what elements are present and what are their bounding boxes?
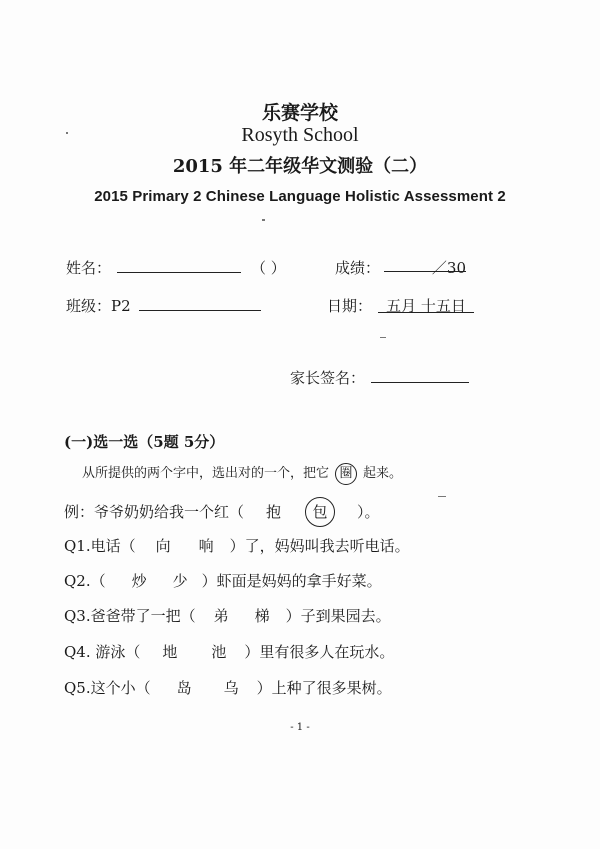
school-name-chinese: 乐赛学校 <box>261 102 338 124</box>
instruction-circled-char: 圈 <box>335 463 357 485</box>
parent-signature-blank <box>371 368 469 383</box>
date-blank <box>378 295 474 313</box>
score-field <box>335 257 466 278</box>
class-value: P2 <box>111 297 131 315</box>
example-prefix: 例：爷爷奶奶给我一个红（ <box>64 503 245 521</box>
score-blank <box>384 257 467 277</box>
example-option-a: 抱 <box>266 503 282 521</box>
question-1-suffix: ）了，妈妈叫我去听电话。 <box>229 537 410 555</box>
score-label: 成绩： <box>335 259 381 277</box>
question-3-suffix: ）子到果园去。 <box>285 607 391 625</box>
question-2-option-a[interactable]: 炒 <box>131 572 147 590</box>
question-1-prefix: Q1.电话（ <box>64 537 136 555</box>
page-number: - 1 - <box>290 722 310 733</box>
name-field <box>66 257 286 278</box>
question-2-suffix: ）虾面是妈妈的拿手好菜。 <box>201 572 382 590</box>
score-total: ／30 <box>431 259 467 277</box>
question-5 <box>64 677 392 698</box>
question-4-suffix: ）里有很多人在玩水。 <box>244 643 395 661</box>
instruction <box>82 462 402 485</box>
question-2-option-b[interactable]: 少 <box>172 572 188 590</box>
question-1-option-b[interactable]: 响 <box>198 537 214 555</box>
school-name-english: Rosyth School <box>241 124 359 146</box>
scan-speck <box>380 337 386 338</box>
question-2-prefix: Q2.（ <box>64 572 106 590</box>
example-line <box>64 497 380 527</box>
test-title-english: 2015 Primary 2 Chinese Language Holistic Assessment 2 <box>94 188 506 205</box>
name-blank <box>117 258 241 273</box>
class-field <box>66 295 261 316</box>
scan-speck <box>262 219 265 221</box>
test-title-chinese: 2015 年二年级华文测验（二） <box>172 156 428 177</box>
parent-signature-field <box>290 367 469 388</box>
class-blank <box>139 296 261 311</box>
date-value: 五月 十五日 <box>386 297 466 315</box>
question-4-option-b[interactable]: 池 <box>211 643 227 661</box>
example-option-b-circled: 包 <box>305 497 335 527</box>
question-5-suffix: ）上种了很多果树。 <box>256 679 392 697</box>
example-suffix: ）。 <box>357 503 380 521</box>
instruction-text: 从所提供的两个字中，选出对的一个，把它 <box>82 466 330 481</box>
question-3 <box>64 605 391 626</box>
question-1 <box>64 535 410 556</box>
question-1-option-a[interactable]: 向 <box>155 537 171 555</box>
date-field <box>327 295 474 316</box>
question-4-option-a[interactable]: 地 <box>162 643 178 661</box>
question-4-prefix: Q4. 游泳（ <box>64 643 141 661</box>
question-3-option-b[interactable]: 梯 <box>254 607 270 625</box>
scan-speck <box>66 132 68 134</box>
index-number-paren: （ ） <box>251 259 286 277</box>
question-3-prefix: Q3.爸爸带了一把（ <box>64 607 196 625</box>
instruction-text-end: 起来。 <box>363 466 403 481</box>
question-4 <box>64 641 394 662</box>
name-label: 姓名： <box>66 259 112 277</box>
question-5-option-b[interactable]: 乌 <box>223 679 239 697</box>
question-5-prefix: Q5.这个小（ <box>64 679 151 697</box>
question-3-option-a[interactable]: 弟 <box>213 607 229 625</box>
parent-signature-label: 家长签名： <box>290 369 366 387</box>
question-2 <box>64 570 382 591</box>
scan-speck <box>438 496 446 497</box>
question-5-option-a[interactable]: 岛 <box>176 679 192 697</box>
section-title: (一)选一选（5题 5分） <box>64 433 225 451</box>
class-label: 班级： <box>66 297 112 315</box>
date-label: 日期： <box>327 297 373 315</box>
